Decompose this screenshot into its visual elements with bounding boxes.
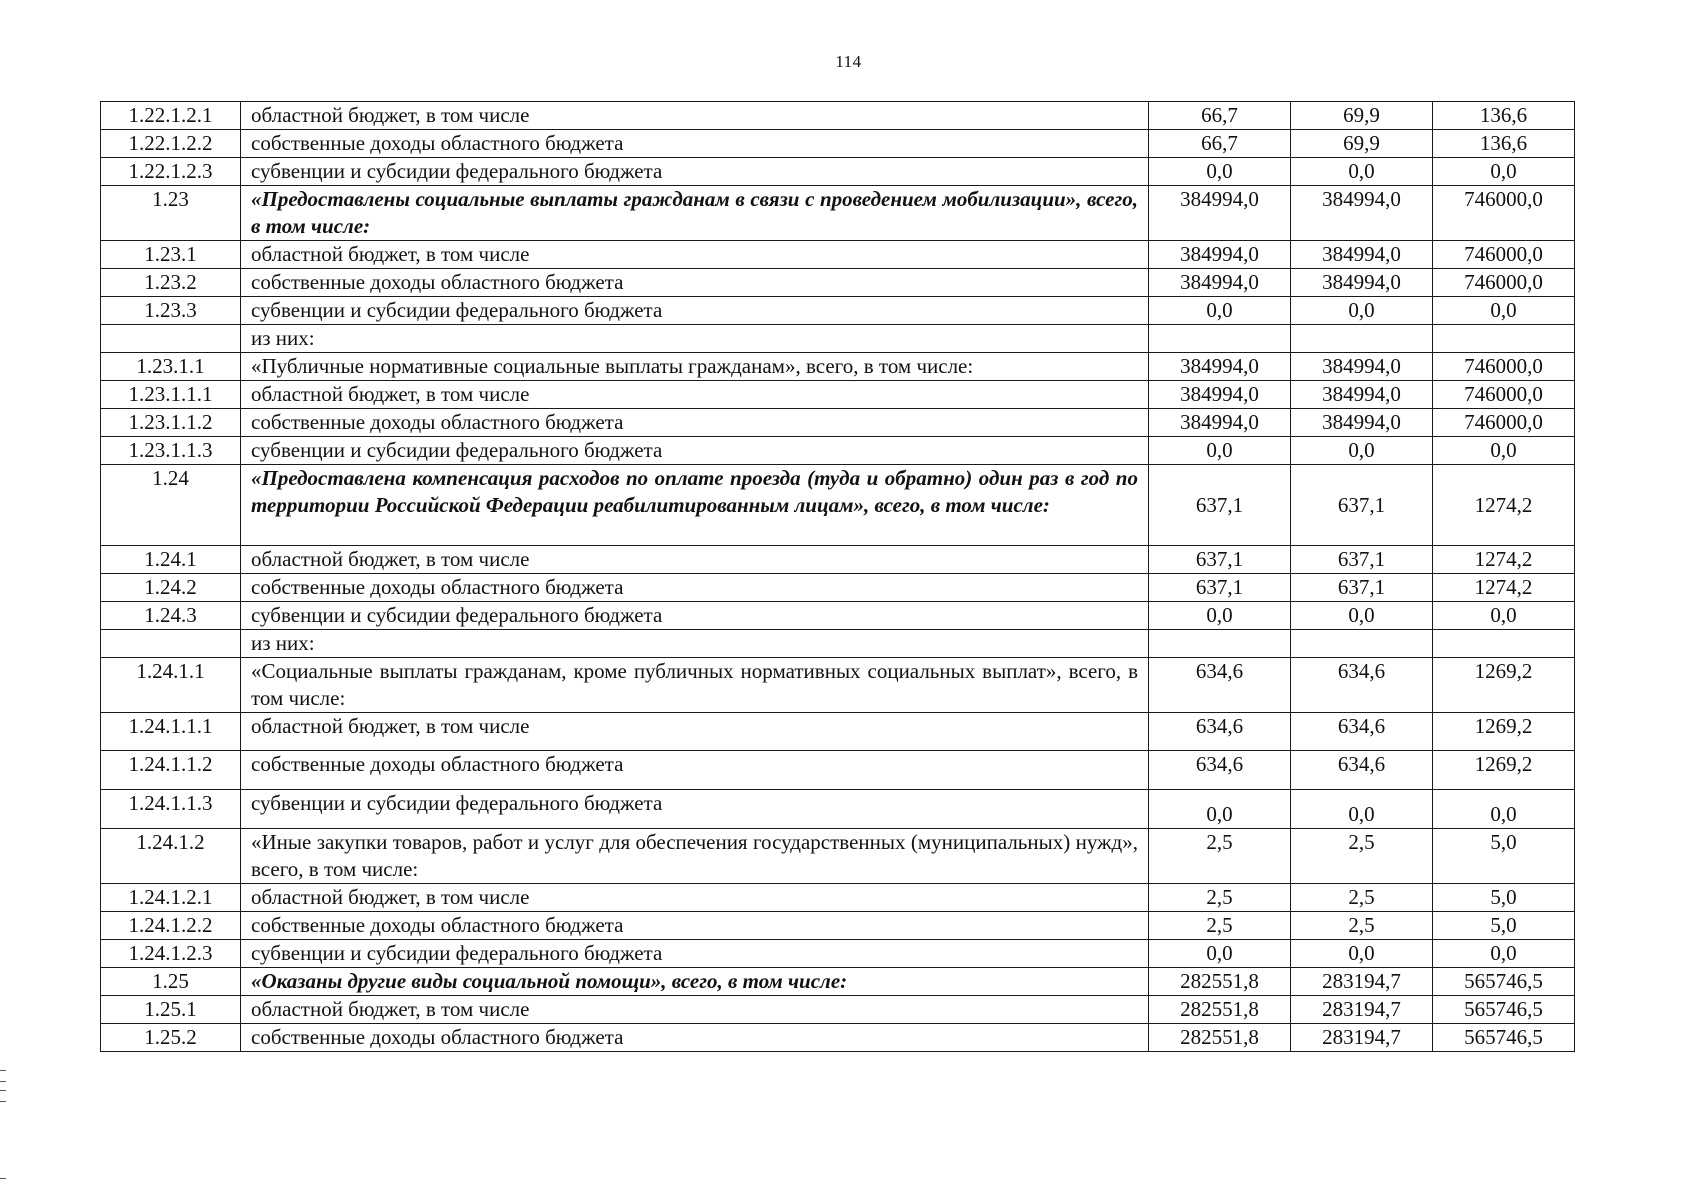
row-value-2: 0,0 — [1291, 790, 1433, 829]
row-value-3: 5,0 — [1433, 829, 1575, 884]
row-code: 1.24.1.1.3 — [101, 790, 241, 829]
row-description: из них: — [241, 630, 1149, 658]
row-description: «Социальные выплаты гражданам, кроме публичных нормативных социальных выплат», всего, в том числе: — [241, 658, 1149, 713]
row-code: 1.22.1.2.3 — [101, 158, 241, 186]
row-description: «Иные закупки товаров, работ и услуг для обеспечения государственных (муниципальных) нужд», всего, в том числе: — [241, 829, 1149, 884]
row-value-1: 0,0 — [1149, 437, 1291, 465]
row-description: субвенции и субсидии федерального бюджета — [241, 790, 1149, 829]
row-code: 1.24.1.2 — [101, 829, 241, 884]
row-value-2: 637,1 — [1291, 574, 1433, 602]
row-description: субвенции и субсидии федерального бюджета — [241, 158, 1149, 186]
table-row — [101, 102, 1575, 130]
row-value-2: 2,5 — [1291, 829, 1433, 884]
table-row — [101, 1024, 1575, 1052]
row-value-3: 565746,5 — [1433, 1024, 1575, 1052]
table-row-section — [101, 968, 1575, 996]
row-value-1: 384994,0 — [1149, 186, 1291, 241]
row-value-1: 637,1 — [1149, 465, 1291, 546]
row-code — [101, 325, 241, 353]
row-value-3: 746000,0 — [1433, 186, 1575, 241]
table-row — [101, 940, 1575, 968]
row-description: областной бюджет, в том числе — [241, 381, 1149, 409]
row-value-1: 66,7 — [1149, 102, 1291, 130]
row-value-2: 634,6 — [1291, 751, 1433, 790]
row-code: 1.24.2 — [101, 574, 241, 602]
row-description: собственные доходы областного бюджета — [241, 1024, 1149, 1052]
row-value-1: 66,7 — [1149, 130, 1291, 158]
row-value-3: 0,0 — [1433, 940, 1575, 968]
row-value-1: 384994,0 — [1149, 269, 1291, 297]
row-code: 1.24 — [101, 465, 241, 546]
row-value-1: 282551,8 — [1149, 996, 1291, 1024]
row-code: 1.23.1 — [101, 241, 241, 269]
row-value-2: 0,0 — [1291, 602, 1433, 630]
margin-binding-mark — [0, 1070, 6, 1102]
row-code: 1.23 — [101, 186, 241, 241]
table-row — [101, 546, 1575, 574]
row-value-3: 5,0 — [1433, 884, 1575, 912]
row-code: 1.23.1.1 — [101, 353, 241, 381]
table-row — [101, 130, 1575, 158]
row-value-3: 1274,2 — [1433, 465, 1575, 546]
row-value-3: 746000,0 — [1433, 353, 1575, 381]
row-value-2 — [1291, 630, 1433, 658]
row-value-2: 384994,0 — [1291, 241, 1433, 269]
row-value-1: 634,6 — [1149, 751, 1291, 790]
row-description: «Оказаны другие виды социальной помощи», всего, в том числе: — [241, 968, 1149, 996]
table-row — [101, 884, 1575, 912]
row-value-1: 384994,0 — [1149, 381, 1291, 409]
row-value-3: 1274,2 — [1433, 546, 1575, 574]
row-code: 1.25.1 — [101, 996, 241, 1024]
table-row — [101, 269, 1575, 297]
table-row — [101, 409, 1575, 437]
row-value-2: 2,5 — [1291, 912, 1433, 940]
row-value-2: 384994,0 — [1291, 381, 1433, 409]
row-description: субвенции и субсидии федерального бюджета — [241, 602, 1149, 630]
row-description: областной бюджет, в том числе — [241, 884, 1149, 912]
row-description: «Предоставлены социальные выплаты гражданам в связи с проведением мобилизации», всего, в том числе: — [241, 186, 1149, 241]
row-value-1: 282551,8 — [1149, 968, 1291, 996]
row-value-3: 565746,5 — [1433, 968, 1575, 996]
row-description: собственные доходы областного бюджета — [241, 751, 1149, 790]
row-value-3: 1274,2 — [1433, 574, 1575, 602]
row-code — [101, 630, 241, 658]
row-description: собственные доходы областного бюджета — [241, 574, 1149, 602]
row-code: 1.23.1.1.1 — [101, 381, 241, 409]
row-value-1: 282551,8 — [1149, 1024, 1291, 1052]
row-code: 1.22.1.2.1 — [101, 102, 241, 130]
table-row — [101, 353, 1575, 381]
row-description: областной бюджет, в том числе — [241, 102, 1149, 130]
row-value-2: 283194,7 — [1291, 1024, 1433, 1052]
row-value-2: 69,9 — [1291, 130, 1433, 158]
row-value-3: 746000,0 — [1433, 381, 1575, 409]
row-value-1: 0,0 — [1149, 790, 1291, 829]
table-row — [101, 158, 1575, 186]
table-row — [101, 574, 1575, 602]
row-code: 1.23.1.1.3 — [101, 437, 241, 465]
budget-table — [100, 101, 1575, 1052]
table-row — [101, 790, 1575, 829]
row-value-2: 283194,7 — [1291, 968, 1433, 996]
row-value-1: 0,0 — [1149, 602, 1291, 630]
row-description: областной бюджет, в том числе — [241, 546, 1149, 574]
row-description: областной бюджет, в том числе — [241, 996, 1149, 1024]
table-row — [101, 381, 1575, 409]
row-value-3: 746000,0 — [1433, 241, 1575, 269]
row-value-3: 1269,2 — [1433, 751, 1575, 790]
row-value-2: 0,0 — [1291, 940, 1433, 968]
row-value-2: 384994,0 — [1291, 186, 1433, 241]
row-code: 1.24.1.2.1 — [101, 884, 241, 912]
row-value-1: 384994,0 — [1149, 241, 1291, 269]
row-code: 1.24.1.2.3 — [101, 940, 241, 968]
row-value-3: 746000,0 — [1433, 269, 1575, 297]
row-value-1: 2,5 — [1149, 829, 1291, 884]
row-description: «Предоставлена компенсация расходов по оплате проезда (туда и обратно) один раз в год по территории Российской Федерации реабилитированным лицам», всего, в том числе: — [241, 465, 1149, 546]
row-description: собственные доходы областного бюджета — [241, 130, 1149, 158]
row-code: 1.25.2 — [101, 1024, 241, 1052]
table-row — [101, 437, 1575, 465]
row-value-2: 637,1 — [1291, 465, 1433, 546]
row-value-3: 1269,2 — [1433, 658, 1575, 713]
row-code: 1.23.1.1.2 — [101, 409, 241, 437]
row-description: субвенции и субсидии федерального бюджета — [241, 297, 1149, 325]
table-row — [101, 325, 1575, 353]
row-code: 1.24.1.1.1 — [101, 713, 241, 751]
row-value-2: 0,0 — [1291, 437, 1433, 465]
row-value-3: 0,0 — [1433, 297, 1575, 325]
row-value-1: 637,1 — [1149, 574, 1291, 602]
row-code: 1.24.1.1.2 — [101, 751, 241, 790]
row-description: областной бюджет, в том числе — [241, 713, 1149, 751]
table-row — [101, 713, 1575, 751]
row-value-2: 634,6 — [1291, 713, 1433, 751]
margin-dash-mark — [0, 1178, 6, 1179]
table-row — [101, 630, 1575, 658]
row-value-2: 2,5 — [1291, 884, 1433, 912]
row-value-1: 384994,0 — [1149, 353, 1291, 381]
row-value-1: 634,6 — [1149, 713, 1291, 751]
row-value-1: 637,1 — [1149, 546, 1291, 574]
row-value-2: 384994,0 — [1291, 269, 1433, 297]
row-value-3: 5,0 — [1433, 912, 1575, 940]
row-value-1: 634,6 — [1149, 658, 1291, 713]
row-value-1: 2,5 — [1149, 884, 1291, 912]
table-row — [101, 297, 1575, 325]
row-value-3: 0,0 — [1433, 437, 1575, 465]
row-value-2: 0,0 — [1291, 297, 1433, 325]
table-row — [101, 602, 1575, 630]
row-description: собственные доходы областного бюджета — [241, 409, 1149, 437]
row-code: 1.24.1.2.2 — [101, 912, 241, 940]
row-value-3: 136,6 — [1433, 130, 1575, 158]
row-value-3: 136,6 — [1433, 102, 1575, 130]
row-value-2: 637,1 — [1291, 546, 1433, 574]
table-row — [101, 912, 1575, 940]
row-value-2: 634,6 — [1291, 658, 1433, 713]
row-value-3: 1269,2 — [1433, 713, 1575, 751]
row-description: субвенции и субсидии федерального бюджета — [241, 437, 1149, 465]
row-description: собственные доходы областного бюджета — [241, 269, 1149, 297]
row-value-3 — [1433, 630, 1575, 658]
row-description: собственные доходы областного бюджета — [241, 912, 1149, 940]
row-value-2: 0,0 — [1291, 158, 1433, 186]
row-value-1: 0,0 — [1149, 158, 1291, 186]
row-value-3: 0,0 — [1433, 158, 1575, 186]
table-row-section — [101, 465, 1575, 546]
row-description: областной бюджет, в том числе — [241, 241, 1149, 269]
row-value-1: 2,5 — [1149, 912, 1291, 940]
row-description: субвенции и субсидии федерального бюджета — [241, 940, 1149, 968]
table-row — [101, 241, 1575, 269]
row-value-2: 69,9 — [1291, 102, 1433, 130]
table-row — [101, 751, 1575, 790]
row-value-3: 0,0 — [1433, 602, 1575, 630]
row-description: из них: — [241, 325, 1149, 353]
row-value-1: 0,0 — [1149, 297, 1291, 325]
row-value-3: 565746,5 — [1433, 996, 1575, 1024]
table-row — [101, 829, 1575, 884]
row-value-2: 384994,0 — [1291, 409, 1433, 437]
row-value-1 — [1149, 630, 1291, 658]
row-value-3: 0,0 — [1433, 790, 1575, 829]
row-code: 1.23.2 — [101, 269, 241, 297]
row-value-1: 384994,0 — [1149, 409, 1291, 437]
row-value-3 — [1433, 325, 1575, 353]
row-value-2: 283194,7 — [1291, 996, 1433, 1024]
row-value-1 — [1149, 325, 1291, 353]
row-code: 1.22.1.2.2 — [101, 130, 241, 158]
table-row-section — [101, 186, 1575, 241]
row-value-2 — [1291, 325, 1433, 353]
row-value-3: 746000,0 — [1433, 409, 1575, 437]
page-number: 114 — [835, 52, 862, 71]
table-row — [101, 658, 1575, 713]
row-code: 1.24.1 — [101, 546, 241, 574]
row-code: 1.24.1.1 — [101, 658, 241, 713]
row-code: 1.23.3 — [101, 297, 241, 325]
row-value-1: 0,0 — [1149, 940, 1291, 968]
row-description: «Публичные нормативные социальные выплаты гражданам», всего, в том числе: — [241, 353, 1149, 381]
row-value-2: 384994,0 — [1291, 353, 1433, 381]
row-code: 1.24.3 — [101, 602, 241, 630]
row-code: 1.25 — [101, 968, 241, 996]
table-row — [101, 996, 1575, 1024]
